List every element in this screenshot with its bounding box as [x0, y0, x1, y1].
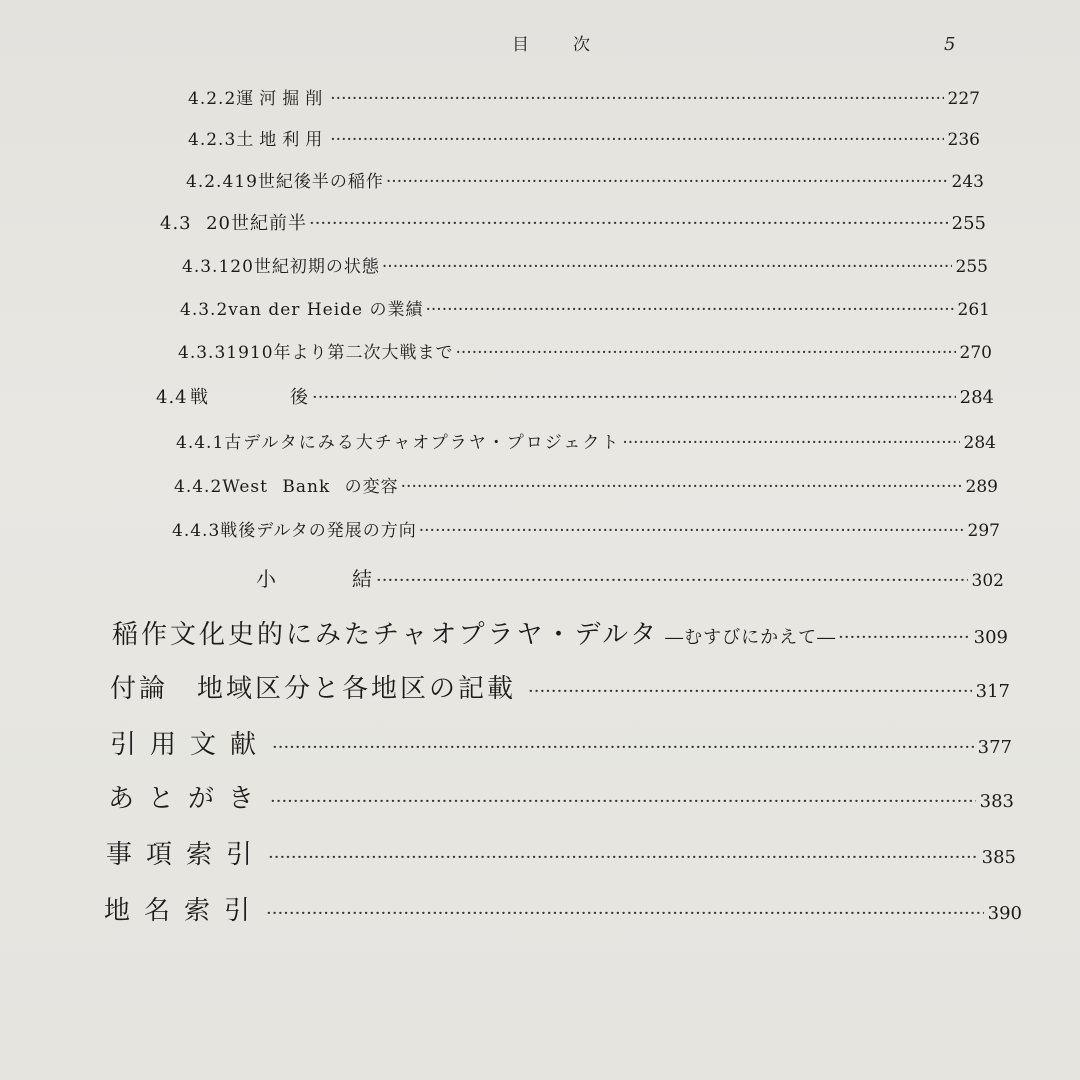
toc-leader-dots	[312, 387, 956, 408]
toc-entry-page: 302	[971, 571, 1004, 591]
toc-entry-subtitle: ―むすびにかえて―	[665, 627, 837, 648]
toc-leader-dots	[272, 737, 974, 758]
toc-entry-title: 20世紀初期の状態	[230, 257, 380, 277]
toc-entry-title: 19世紀後半の稲作	[234, 172, 384, 192]
toc-entry-page: 270	[959, 343, 992, 363]
toc-entry-page: 390	[987, 903, 1022, 924]
toc-leader-dots	[838, 627, 970, 648]
toc-entry-title: あとがき	[108, 784, 269, 814]
toc-entry-page: 377	[977, 737, 1012, 758]
toc-leader-dots	[456, 343, 956, 363]
toc-chapter-entry	[110, 724, 1012, 761]
toc-chapter-entry	[106, 834, 1016, 871]
toc-entry-page: 289	[965, 477, 998, 497]
toc-chapter-entry	[108, 778, 1014, 815]
toc-entry-number: 4.2.2	[188, 89, 237, 109]
toc-entry-page: 385	[981, 847, 1016, 868]
running-head-title: 目次	[512, 35, 634, 55]
toc-section-entry	[156, 383, 994, 409]
toc-entry-number: 4.4.1	[176, 433, 225, 453]
toc-entry-title: 1910年より第二次大戦まで	[226, 343, 454, 363]
toc-entry-page: 255	[955, 257, 988, 277]
toc-leader-dots	[386, 172, 948, 192]
toc-entry	[180, 295, 990, 320]
toc-leader-dots	[309, 213, 948, 234]
toc-entry	[178, 338, 992, 363]
toc-entry-page: 243	[951, 172, 984, 192]
toc-chapter-entry	[112, 614, 1008, 651]
toc-entry-number: 4.4.3	[172, 521, 221, 541]
toc-leader-dots	[330, 89, 943, 109]
toc-entry-number: 4.4.2	[174, 477, 223, 497]
toc-entry-title: 戦後	[190, 387, 391, 408]
toc-entry-title: 土地利用	[236, 130, 329, 150]
toc-leader-dots	[426, 300, 954, 320]
toc-leader-dots	[270, 791, 976, 812]
toc-entry-number: 4.2.3	[188, 130, 237, 150]
toc-entry-title: 運河掘削	[236, 89, 329, 109]
toc-chapter-entry	[110, 668, 1010, 705]
toc-entry-title: West Bank の変容	[222, 477, 399, 497]
toc-section-entry	[160, 209, 986, 235]
toc-entry-number: 4.3.2	[180, 300, 229, 320]
toc-entry-title: 稲作文化史的にみたチャオプラヤ・デルタ	[112, 620, 660, 650]
toc-entry-page: 383	[979, 791, 1014, 812]
toc-entry-page: 297	[967, 521, 1000, 541]
toc-leader-dots	[528, 681, 972, 702]
toc-entry-title: 地名索引	[104, 896, 265, 926]
toc-chapter-entry	[104, 890, 1022, 927]
toc-entry	[182, 252, 988, 277]
toc-entry-title: 付論 地域区分と各地区の記載	[110, 674, 517, 704]
toc-leader-dots	[401, 477, 962, 497]
toc-leader-dots	[330, 130, 943, 150]
toc-leader-dots	[376, 570, 968, 591]
toc-leader-dots	[266, 903, 984, 924]
toc-entry-page: 317	[975, 681, 1010, 702]
toc-entry-title: van der Heide の業績	[228, 300, 424, 320]
toc-entry-number: 4.3	[160, 213, 192, 234]
toc-entry-title: 引用文献	[110, 730, 271, 760]
toc-entry-number: 4.4	[156, 387, 188, 408]
toc-entry-page: 236	[947, 130, 980, 150]
toc-entry	[172, 516, 1000, 541]
toc-leader-dots	[382, 257, 952, 277]
toc-entry	[188, 125, 980, 150]
toc-entry	[186, 167, 984, 192]
toc-summary-entry	[256, 563, 1004, 592]
toc-leader-dots	[268, 847, 978, 868]
toc-entry-page: 227	[947, 89, 980, 109]
toc-entry-title: 事項索引	[106, 840, 267, 870]
toc-entry-title: 古デルタにみる大チャオプラヤ・プロジェクト	[224, 433, 621, 453]
toc-entry	[188, 84, 980, 109]
toc-entry-number: 4.3.1	[182, 257, 231, 277]
toc-entry-number: 4.3.3	[178, 343, 227, 363]
toc-entry-page: 284	[959, 387, 994, 408]
toc-entry-page: 261	[957, 300, 990, 320]
running-head-page-number: 5	[944, 34, 956, 55]
toc-entry-title: 戦後デルタの発展の方向	[220, 521, 417, 541]
toc-entry	[174, 472, 998, 497]
toc-entry-page: 255	[951, 213, 986, 234]
toc-leader-dots	[419, 521, 964, 541]
toc-leader-dots	[622, 433, 959, 453]
toc-entry-number: 4.2.4	[186, 172, 235, 192]
toc-entry-page: 284	[963, 433, 996, 453]
toc-entry	[176, 428, 996, 453]
toc-entry-title: 20世紀前半	[206, 213, 307, 234]
toc-entry-title: 小結	[256, 567, 448, 591]
toc-entry-page: 309	[973, 627, 1008, 648]
